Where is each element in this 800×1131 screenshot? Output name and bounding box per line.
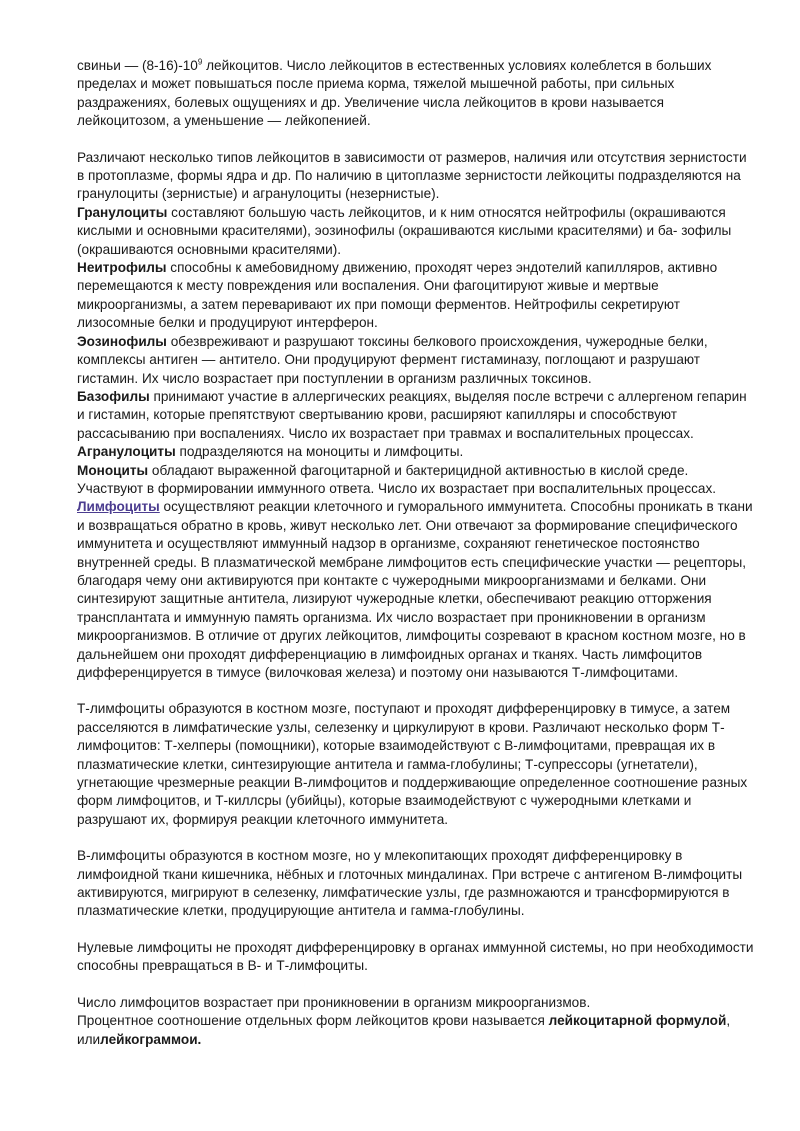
text-neutrophils: способны к амебовидному движению, проходят через эндотелий капилляров, активно перемещаются к месту повреждения или воспаления. Они фагоцитируют живые и мертвые микроорганизмы, а затем переваривают их при помощи ферментов. Нейтрофилы секретируют лизосомные белки и продуцируют интерферон. (77, 260, 718, 331)
paragraph-leukocyte-types: Различают несколько типов лейкоцитов в зависимости от размеров, наличия или отсутствия зернистости в протоплазме, формы ядра и др. По наличию в цитоплазме зернистости лейкоциты подразделяются на гранулоциты (зернистые) и агранулоциты (незернистые). (77, 149, 747, 202)
exponent: 9 (197, 57, 203, 67)
text-leukocytosis: лейкоцитов. Число лейкоцитов в естественных условиях колеблется в больших пределах и может повышаться после приема корма, тяжелой мышечной работы, при сильных раздражениях, болевых ощущениях и др. Увеличение числа лейкоцитов в крови называется лейкоцитозом, а уменьшение — лейкопенией. (77, 58, 712, 129)
term-neutrophils: Неитрофилы (77, 260, 167, 276)
paragraph-neutrophils (77, 259, 757, 333)
paragraph-eosinophils (77, 333, 757, 388)
text-leukogram-intro: Процентное соотношение отдельных форм лейкоцитов крови называется (77, 1013, 549, 1029)
term-leukocyte-formula: лейкоцитарной формулой (548, 1013, 727, 1029)
document-page (77, 57, 757, 1049)
paragraph-lymphocytes (77, 498, 757, 682)
term-granulocytes: Гранулоциты (77, 204, 168, 220)
text-or: , или (77, 1013, 731, 1047)
text-lymphocytes: осуществляют реакции клеточного и гуморального иммунитета. Способны проникать в ткани и возвращаться обратно в кровь, живут несколько лет. Они отвечают за формирование специфического иммунитета и осуществляют иммунный надзор в организме, сохраняют генетическое постоянство внутренней среды. В плазматической мембране лимфоцитов есть специфические участки — рецепторы, благодаря чему они активируются при контакте с чужеродными микроорганизмами и белками. Они синтезируют защитные антитела, лизируют чужеродные клетки, обеспечивают реакцию отторжения трансплантата и иммунную память организма. Их число возрастает при проникновении в организм микроорганизмов. В отличие от других лейкоцитов, лимфоциты созревают в красном костном мозге, но в дальнейшем они проходят дифференциацию в лимфоидных органах и тканях. Часть лимфоцитов дифференцируется в тимусе (вилочковая железа) и поэтому они называются Т-лимфоцитами. (77, 499, 753, 680)
text-eosinophils: обезвреживают и разрушают токсины белкового происхождения, чужеродные белки, комплексы антиген — антитело. Они продуцируют фермент гистаминазу, поглощают и разрушают гистамин. Их число возрастает при поступлении в организм различных токсинов. (77, 333, 708, 386)
paragraph-monocytes (77, 462, 757, 499)
paragraph-null-lymphocytes: Нулевые лимфоциты не проходят дифференцировку в органах иммунной системы, но при необходимости способны превращаться в В- и Т-лимфоциты. (77, 939, 754, 974)
paragraph-leukogram (77, 1012, 757, 1049)
text-granulocytes: составляют большую часть лейкоцитов, и к ним относятся нейтрофилы (окрашиваются кислыми и основными красителями), эозинофилы (окрашиваются кислыми красителями) и ба- зофилы (окрашиваются основными красителями). (77, 204, 732, 257)
text-basophils: принимают участие в аллергических реакциях, выделяя после встречи с аллергеном гепарин и гистамин, которые препятствуют свертыванию крови, расширяют капилляры и способствуют рассасыванию при воспалениях. Число их возрастает при травмах и воспалительных процессах. (77, 388, 747, 441)
term-leukogram: лейкограммои. (100, 1031, 202, 1047)
text-monocytes: обладают выраженной фагоцитарной и бактерицидной активностью в кислой среде. Участвуют в формировании иммунного ответа. Число их возрастает при воспалительных процессах. (77, 462, 717, 496)
term-agranulocytes: Агранулоциты (77, 444, 176, 460)
term-monocytes: Моноциты (77, 462, 149, 478)
paragraph-granulocytes (77, 204, 757, 259)
paragraph-basophils (77, 388, 757, 443)
term-eosinophils: Эозинофилы (77, 333, 167, 349)
paragraph-b-lymphocytes: В-лимфоциты образуются в костном мозге, но у млекопитающих проходят дифференцировку в лимфоидной ткани кишечника, нёбных и глоточных миндалинах. При встрече с антигеном В-лимфоциты активируются, мигрируют в селезенку, лимфатические узлы, где размножаются и трансформируются в плазматические клетки, продуцирующие антитела и гамма-глобулины. (77, 848, 743, 919)
paragraph-agranulocytes (77, 443, 757, 461)
text-pig-count: свиньи — (8-16)-10 (77, 58, 198, 73)
paragraph-t-lymphocytes: Т-лимфоциты образуются в костном мозге, поступают и проходят дифференцировку в тимусе, а затем расселяются в лимфатические узлы, селезенку и циркулируют в крови. Различают несколько форм Т-лимфоцитов: Т-хелперы (помощники), которые взаимодействуют с В-лимфоцитами, превращая их в плазматические клетки, синтезирующие антитела и гамма-глобулины; Т-супрессоры (угнетатели), угнетающие чрезмерные реакции В-лимфоцитов и поддерживающие определенное соотношение разных форм лимфоцитов, и Т-киллсры (убийцы), которые взаимодействуют с чужеродными клетками и разрушают их, формируя реакции клеточного иммунитета. (77, 701, 748, 827)
paragraph-leukocyte-count (77, 57, 757, 131)
term-basophils: Базофилы (77, 388, 150, 404)
paragraph-lymphocyte-count: Число лимфоцитов возрастает при проникновении в организм микроорганизмов. (77, 994, 591, 1010)
text-agranulocytes: подразделяются на моноциты и лимфоциты. (175, 444, 464, 460)
lymphocytes-link[interactable]: Лимфоциты (77, 499, 160, 515)
